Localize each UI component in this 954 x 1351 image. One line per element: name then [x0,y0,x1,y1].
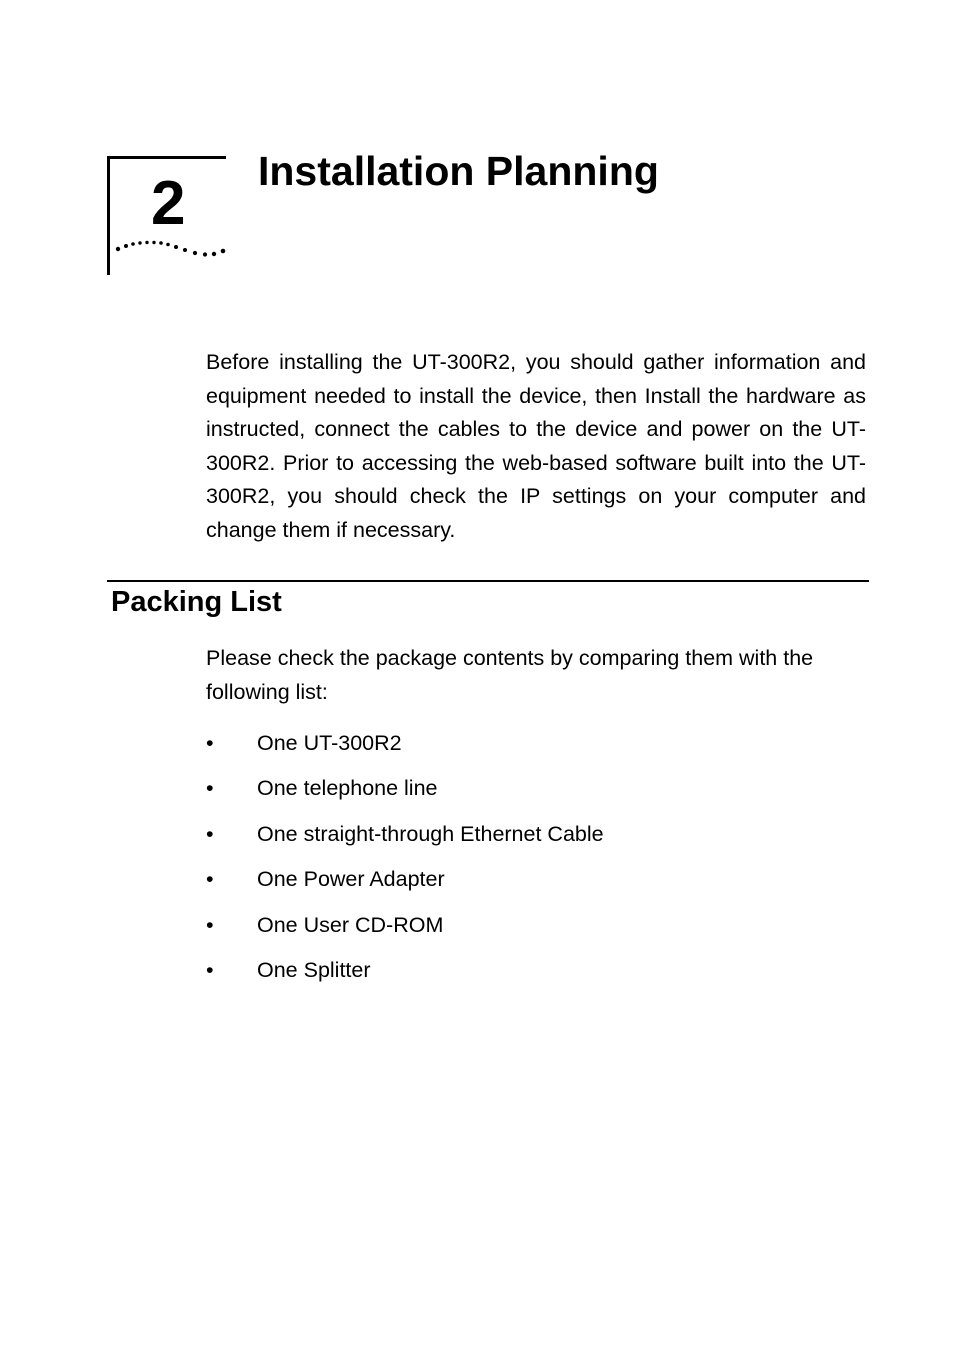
bullet: • [206,867,214,892]
list-item-text: One UT-300R2 [257,731,402,755]
chapter-number: 2 [151,169,186,238]
section-divider [107,580,869,582]
list-item-text: One Splitter [257,957,371,982]
list-item-text: One straight-through Ethernet Cable [257,821,604,846]
intro-paragraph: Before installing the UT-300R2, you should gather information and equipment needed to install the device, then Install the hardware as instructed, connect the cables to the device and power on the UT-300R2. Prior to accessing the web-based software built into the UT-300R2, you should check the IP settings on your computer and change them if necessary. [206,350,866,542]
bullet: • [206,821,214,846]
list-item-text: One User CD-ROM [257,912,444,937]
bullet: • [206,731,214,755]
list-item-text: One Power Adapter [257,867,445,892]
section-heading-packing-list: Packing List [111,586,282,618]
chapter-marker [107,156,227,276]
chapter-marker-left-border [107,156,110,275]
bullet: • [206,776,214,801]
chapter-marker-top-border [107,156,226,159]
bullet: • [206,957,214,982]
dotted-arc-decoration [115,236,227,260]
list-item-text: One telephone line [257,776,438,801]
chapter-title: Installation Planning [258,148,659,194]
bullet: • [206,912,214,937]
packing-list-intro: Please check the package contents by comparing them with the following list: [206,646,814,704]
